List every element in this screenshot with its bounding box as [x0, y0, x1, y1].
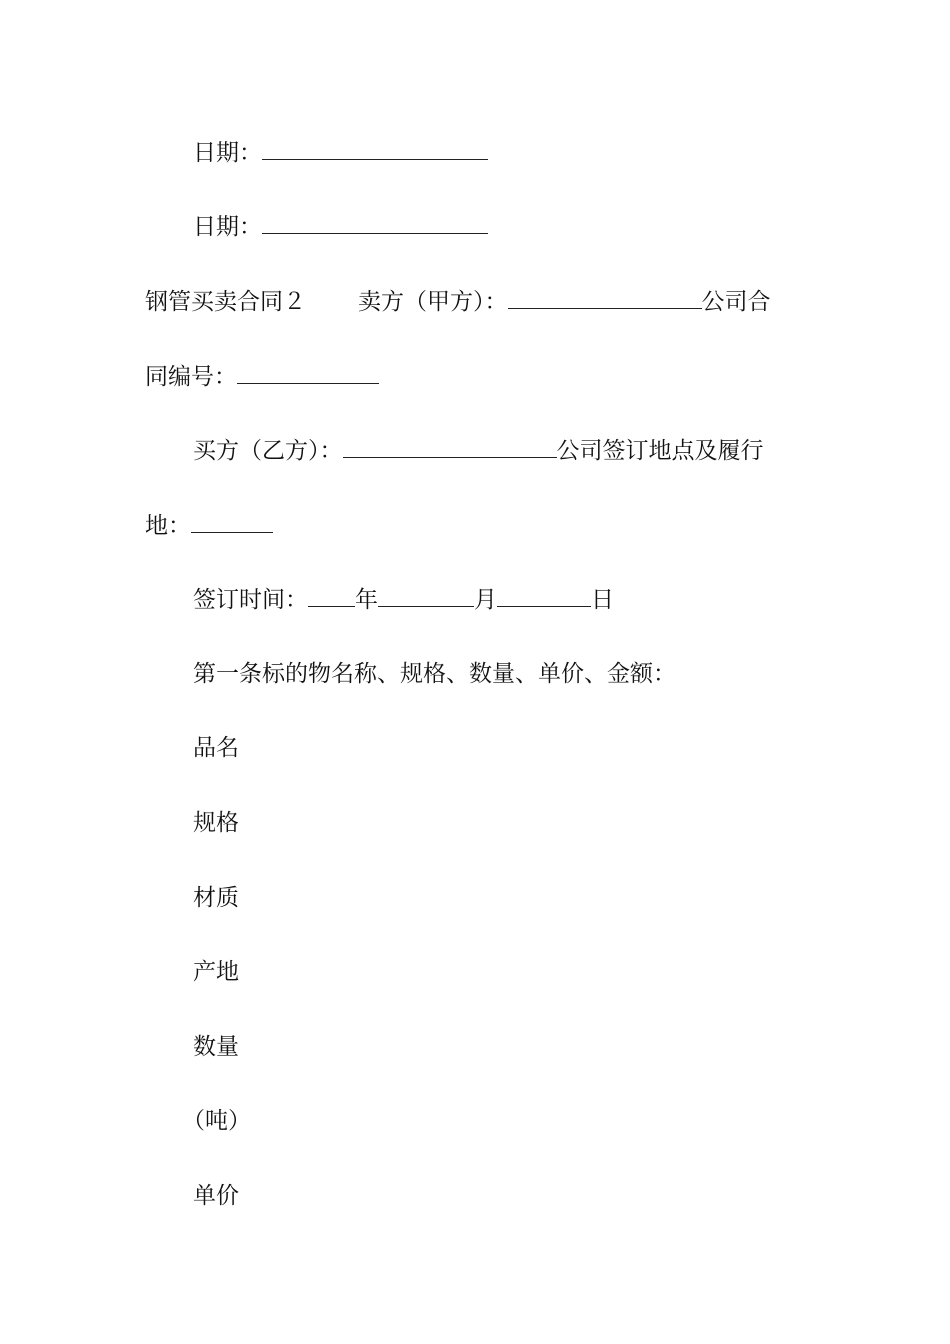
- field-label: （吨）: [182, 1108, 251, 1134]
- field-label: 品名: [193, 735, 239, 761]
- date-line-1: [193, 137, 488, 167]
- sign-time-line: [193, 584, 614, 614]
- buyer-blank[interactable]: [343, 435, 557, 458]
- article-1-text: 第一条标的物名称、规格、数量、单价、金额：: [193, 661, 676, 687]
- year-label: 年: [355, 587, 378, 613]
- date-label: 日期：: [193, 214, 262, 240]
- date-blank[interactable]: [262, 137, 488, 160]
- contract-number-blank[interactable]: [237, 361, 379, 384]
- field-unit-price: [193, 1181, 239, 1211]
- day-blank[interactable]: [497, 584, 591, 607]
- date-label: 日期：: [193, 140, 262, 166]
- field-label: 单价: [193, 1183, 239, 1209]
- month-label: 月: [474, 587, 497, 613]
- place-line: [145, 510, 273, 540]
- date-blank[interactable]: [262, 211, 488, 234]
- seller-suffix: 公司合: [701, 289, 771, 315]
- field-label: 材质: [193, 885, 239, 911]
- field-quantity: [193, 1032, 239, 1062]
- field-label: 数量: [193, 1034, 239, 1060]
- seller-blank[interactable]: [508, 286, 702, 309]
- date-line-2: [193, 211, 488, 241]
- field-label: 规格: [193, 810, 239, 836]
- day-label: 日: [591, 587, 614, 613]
- contract-number-line: [145, 361, 379, 391]
- buyer-label: 买方（乙方）：: [193, 438, 343, 464]
- contract-title: 钢管买卖合同２: [145, 289, 306, 315]
- field-product-name: [193, 733, 239, 763]
- seller-line: [145, 286, 771, 316]
- place-label: 地：: [145, 513, 191, 539]
- article-1-heading: [193, 659, 676, 689]
- field-material: [193, 883, 239, 913]
- field-specification: [193, 808, 239, 838]
- place-blank[interactable]: [191, 510, 273, 533]
- month-blank[interactable]: [378, 584, 474, 607]
- year-blank[interactable]: [308, 584, 355, 607]
- field-quantity-unit: [182, 1106, 251, 1136]
- field-origin: [193, 957, 239, 987]
- field-label: 产地: [193, 959, 239, 985]
- buyer-line: [193, 435, 764, 465]
- contract-number-label: 同编号：: [145, 364, 237, 390]
- sign-time-label: 签订时间：: [193, 587, 308, 613]
- seller-label: 卖方（甲方）：: [358, 289, 508, 315]
- buyer-suffix: 公司签订地点及履行: [556, 438, 764, 464]
